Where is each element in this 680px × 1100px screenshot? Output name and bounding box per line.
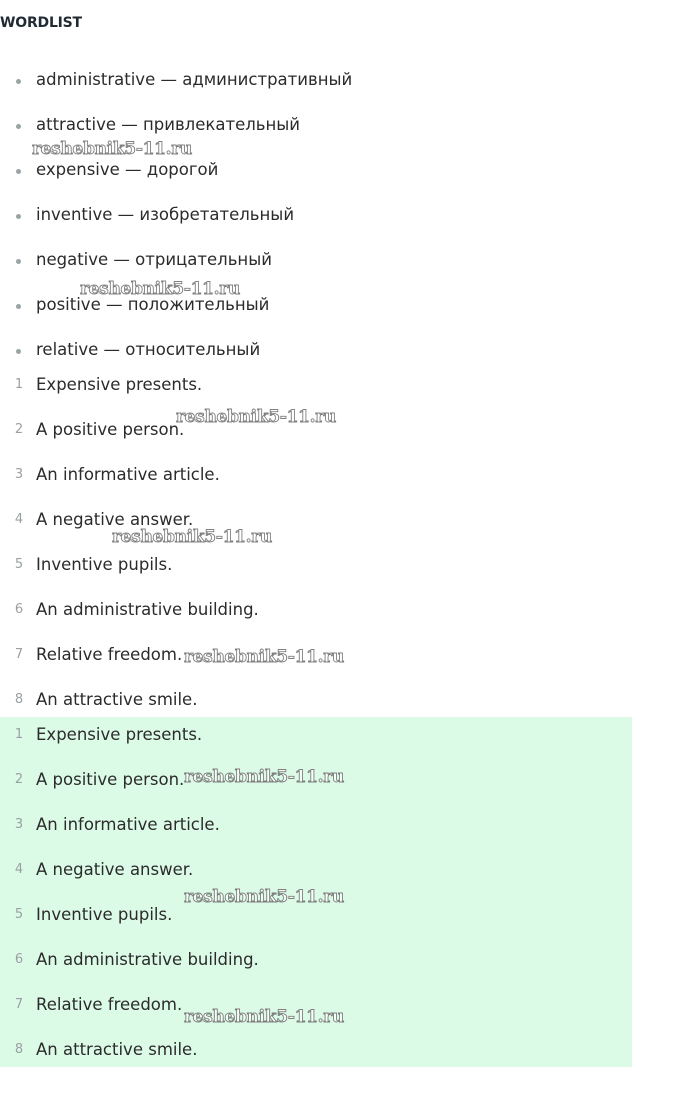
item-number: 2 [14,422,24,437]
bullet-icon [16,124,21,129]
watermark: reshebnik5-11.ru [184,1007,344,1027]
answer-item-text: An attractive smile. [36,1040,198,1059]
wordlist-item-text: attractive — привлекательный [36,115,301,134]
watermark: reshebnik5-11.ru [184,767,344,787]
exercise-item-text: Expensive presents. [36,375,203,394]
wordlist-item-text: inventive — изобретательный [36,205,295,224]
item-number: 2 [14,772,24,787]
wordlist-item-text: expensive — дорогой [36,160,219,179]
answer-item-text: An informative article. [36,815,220,834]
item-number: 7 [14,997,24,1012]
item-number: 8 [14,692,24,707]
item-number: 1 [14,377,24,392]
watermark: reshebnik5-11.ru [184,887,344,907]
exercise-item-text: An informative article. [36,465,220,484]
answer-item-text: A negative answer. [36,860,194,879]
exercise-item-text: A positive person. [36,420,185,439]
wordlist-item-text: negative — отрицательный [36,250,272,269]
watermark: reshebnik5-11.ru [112,527,272,547]
item-number: 6 [14,602,24,617]
bullet-icon [16,304,21,309]
answer-item-text: Expensive presents. [36,725,203,744]
item-number: 1 [14,727,24,742]
item-number: 8 [14,1042,24,1057]
watermark: reshebnik5-11.ru [176,407,336,427]
bullet-icon [16,349,21,354]
item-number: 6 [14,952,24,967]
exercise-item-text: An administrative building. [36,600,259,619]
watermark: reshebnik5-11.ru [184,647,344,667]
exercise-item-text: A negative answer. [36,510,194,529]
item-number: 7 [14,647,24,662]
answer-item-text: A positive person. [36,770,185,789]
bullet-icon [16,79,21,84]
wordlist-heading: WORDLIST [0,15,82,31]
bullet-icon [16,259,21,264]
wordlist-item-text: administrative — административный [36,70,353,89]
exercise-item-text: An attractive smile. [36,690,198,709]
item-number: 4 [14,512,24,527]
answer-item-text: Inventive pupils. [36,905,173,924]
answer-item-text: An administrative building. [36,950,259,969]
exercise-item-text: Relative freedom. [36,645,183,664]
answer-item-text: Relative freedom. [36,995,183,1014]
item-number: 5 [14,907,24,922]
bullet-icon [16,169,21,174]
bullet-icon [16,214,21,219]
item-number: 3 [14,467,24,482]
watermark: reshebnik5-11.ru [80,279,240,299]
item-number: 5 [14,557,24,572]
item-number: 3 [14,817,24,832]
item-number: 4 [14,862,24,877]
wordlist-item-text: positive — положительный [36,295,270,314]
wordlist-item-text: relative — относительный [36,340,261,359]
exercise-item-text: Inventive pupils. [36,555,173,574]
watermark: reshebnik5-11.ru [32,139,192,159]
